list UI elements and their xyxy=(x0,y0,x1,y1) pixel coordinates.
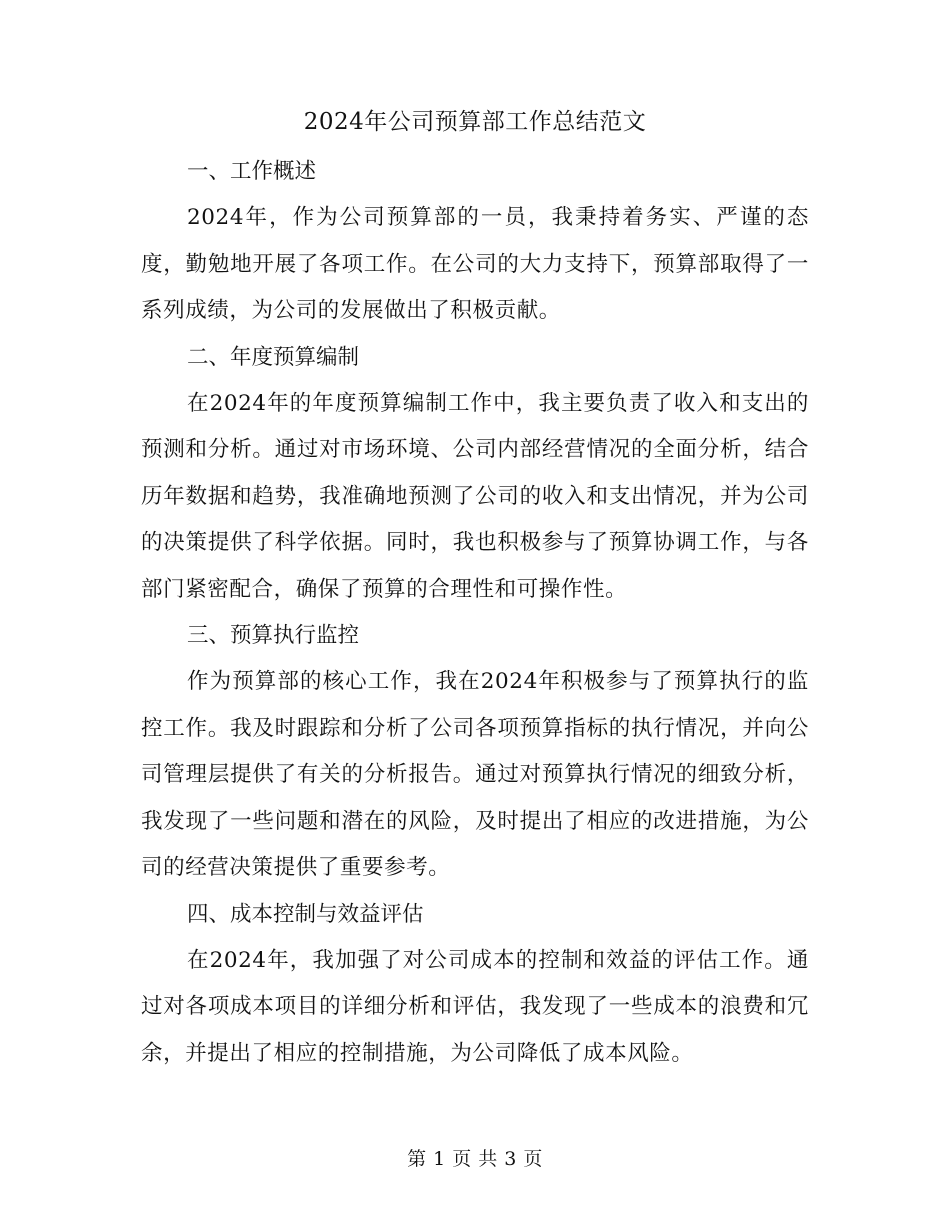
page-number: 第 1 页 共 3 页 xyxy=(407,1148,543,1170)
section-budget-monitoring xyxy=(141,613,809,892)
section-overview xyxy=(141,149,809,335)
section-heading: 二、年度预算编制 xyxy=(187,344,360,370)
document-title: 2024年公司预算部工作总结范文 xyxy=(303,109,647,135)
section-paragraph: 作为预算部的核心工作，我在2024年积极参与了预算执行的监控工作。我及时跟踪和分析了公司各项预算指标的执行情况，并向公司管理层提供了有关的分析报告。通过对预算执行情况的细致分析，我发现了一些问题和潜在的风险，及时提出了相应的改进措施，为公司的经营决策提供了重要参考。 xyxy=(141,669,809,880)
section-paragraph: 在2024年的年度预算编制工作中，我主要负责了收入和支出的预测和分析。通过对市场环境、公司内部经营情况的全面分析，结合历年数据和趋势，我准确地预测了公司的收入和支出情况，并为公司的决策提供了科学依据。同时，我也积极参与了预算协调工作，与各部门紧密配合，确保了预算的合理性和可操作性。 xyxy=(141,390,809,602)
section-paragraph: 2024年，作为公司预算部的一员，我秉持着务实、严谨的态度，勤勉地开展了各项工作。在公司的大力支持下，预算部取得了一系列成绩，为公司的发展做出了积极贡献。 xyxy=(141,205,809,323)
page-footer xyxy=(0,1146,950,1172)
section-annual-budget xyxy=(141,335,809,614)
section-heading: 一、工作概述 xyxy=(187,159,317,184)
section-cost-control xyxy=(141,892,809,1078)
section-heading: 三、预算执行监控 xyxy=(187,623,360,648)
section-heading: 四、成本控制与效益评估 xyxy=(187,901,424,927)
section-paragraph: 在2024年，我加强了对公司成本的控制和效益的评估工作。通过对各项成本项目的详细分析和评估，我发现了一些成本的浪费和冗余，并提出了相应的控制措施，为公司降低了成本风险。 xyxy=(141,947,809,1066)
document-body xyxy=(141,103,809,1077)
